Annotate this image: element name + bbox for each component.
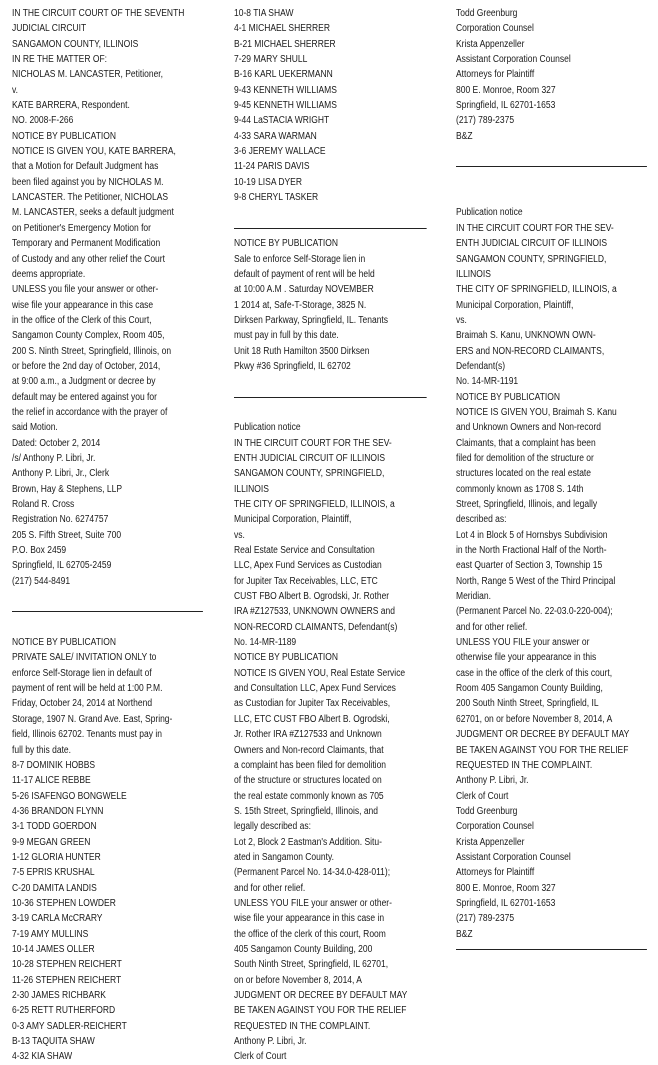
notice-line: or before the 2nd day of October, 2014, <box>12 360 161 372</box>
notice-line: IRA #Z127533, UNKNOWN OWNERS and <box>234 606 395 618</box>
spacer <box>234 205 427 220</box>
notice-line: 1-12 GLORIA HUNTER <box>12 851 101 863</box>
notice-line: 7-19 AMY MULLINS <box>12 928 89 940</box>
notice-line: NOTICE IS GIVEN YOU, Real Estate Service <box>234 667 406 679</box>
notice-line: Assistant Corporation Counsel <box>456 851 571 863</box>
notice-line: 1 2014 at, Safe-T-Storage, 3825 N. <box>234 299 367 311</box>
notice-line: North, Range 5 West of the Third Principal <box>456 575 616 587</box>
notice-line: vs. <box>234 529 245 541</box>
notice-divider <box>456 159 647 174</box>
notice-line: UNLESS you file your answer or other- <box>12 284 159 296</box>
notice-line: Lot 4 in Block 5 of Hornsbys Subdivision <box>456 529 608 541</box>
notice-line: IN RE THE MATTER OF: <box>12 54 108 66</box>
notice-line: vs. <box>456 314 467 326</box>
column-2 <box>234 6 427 1065</box>
notice-line: BE TAKEN AGAINST YOU FOR THE RELIEF <box>456 744 629 756</box>
notice-line: 11-26 STEPHEN REICHERT <box>12 974 122 986</box>
notice-line: 5-26 ISAFENGO BONGWELE <box>12 790 127 802</box>
notice-safe-t-storage <box>234 236 427 374</box>
notice-line: as Custodian for Jupiter Tax Receivables, <box>234 698 391 710</box>
notice-line: 3-1 TODD GOERDON <box>12 821 97 833</box>
notice-line: 8-7 DOMINIK HOBBS <box>12 759 96 771</box>
notice-line: PRIVATE SALE/ INVITATION ONLY to <box>12 652 157 664</box>
notice-line: 4-36 BRANDON FLYNN <box>12 805 104 817</box>
notice-city-vs-kanu <box>456 205 647 942</box>
notice-line: (217) 544-8491 <box>12 575 71 587</box>
notice-line: legally described as: <box>234 821 311 833</box>
notice-line: B&Z <box>456 130 473 142</box>
notice-line: ERS and NON-RECORD CLAIMANTS, <box>456 345 605 357</box>
notice-line: Clerk of Court <box>456 790 509 802</box>
notice-lancaster-barrera <box>12 6 203 589</box>
notice-line: 62701, on or before November 8, 2014, A <box>456 713 613 725</box>
notice-line: wise file your appearance in this case <box>12 299 154 311</box>
notice-line: Clerk of Court <box>234 1051 287 1063</box>
notice-line: Municipal Corporation, Plaintiff, <box>234 514 352 526</box>
notice-line: on or before November 8, 2014, A <box>234 974 362 986</box>
notice-line: UNLESS YOU FILE your answer or <box>456 637 590 649</box>
spacer <box>456 175 647 190</box>
notice-city-vs-real-estate-continued <box>456 6 647 144</box>
notice-line: Krista Appenzeller <box>456 38 525 50</box>
notice-line: at 10:00 A.M . Saturday NOVEMBER <box>234 284 374 296</box>
notice-divider <box>234 221 427 236</box>
notice-line: IN THE CIRCUIT COURT FOR THE SEV- <box>456 222 614 234</box>
notice-line: THE CITY OF SPRINGFIELD, ILLINOIS, a <box>456 284 617 296</box>
notice-line: KATE BARRERA, Respondent. <box>12 100 130 112</box>
notice-line: otherwise file your appearance in this <box>456 652 597 664</box>
notice-line: ENTH JUDICIAL CIRCUIT OF ILLINOIS <box>234 452 386 464</box>
notice-line: P.O. Box 2459 <box>12 545 67 557</box>
notice-line: and for other relief. <box>456 621 528 633</box>
notice-line: Assistant Corporation Counsel <box>456 54 571 66</box>
notice-line: C-20 DAMITA LANDIS <box>12 882 97 894</box>
notice-line: Brown, Hay & Stephens, LLP <box>12 483 122 495</box>
notice-line: Attorneys for Plaintiff <box>456 867 535 879</box>
notice-line: NOTICE BY PUBLICATION <box>456 391 560 403</box>
notice-line: a complaint has been filed for demolition <box>234 759 387 771</box>
notice-line: LLC, ETC CUST FBO Albert B. Ogrodski, <box>234 713 390 725</box>
notice-line: Anthony P. Libri, Jr., Clerk <box>12 468 110 480</box>
notice-line: SANGAMON COUNTY, SPRINGFIELD, <box>456 253 607 265</box>
notice-line: the relief in accordance with the prayer of <box>12 406 168 418</box>
notice-line: Pkwy #36 Springfield, IL 62702 <box>234 360 351 372</box>
notice-line: IN THE CIRCUIT COURT OF THE SEVENTH <box>12 8 185 19</box>
notice-line: LLC, Apex Fund Services as Custodian <box>234 560 382 572</box>
notice-line: 4-33 SARA WARMAN <box>234 130 317 142</box>
notice-line: SANGAMON COUNTY, ILLINOIS <box>12 38 139 50</box>
notice-line: Temporary and Permanent Modification <box>12 238 161 250</box>
notice-line: NOTICE IS GIVEN YOU, Braimah S. Kanu <box>456 406 617 418</box>
notice-line: ILLINOIS <box>456 268 491 280</box>
notice-line: NOTICE BY PUBLICATION <box>234 652 338 664</box>
notice-line: Owners and Non-record Claimants, that <box>234 744 384 756</box>
notice-line: JUDGMENT OR DECREE BY DEFAULT MAY <box>234 990 408 1001</box>
notice-line: /s/ Anthony P. Libri, Jr. <box>12 452 96 464</box>
notice-line: No. 14-MR-1191 <box>456 376 519 388</box>
notice-line: (Permanent Parcel No. 14-34.0-428-011); <box>234 867 391 879</box>
notice-line: the real estate commonly known as 705 <box>234 790 384 802</box>
notice-line: Corporation Counsel <box>456 821 534 833</box>
spacer <box>234 405 427 420</box>
notice-line: 10-28 STEPHEN REICHERT <box>12 959 122 971</box>
notice-line: Street, Springfield, Illinois, and legally <box>456 499 598 510</box>
notice-line: wise file your appearance in this case in <box>234 913 385 925</box>
notice-line: Corporation Counsel <box>456 23 534 35</box>
notice-line: Claimants, that a complaint has been <box>456 437 596 449</box>
notice-line: v. <box>12 84 18 96</box>
notice-line: field, Illinois 62702. Tenants must pay in <box>12 729 162 741</box>
notice-line: Storage, 1907 N. Grand Ave. East, Spring- <box>12 713 173 725</box>
notice-line: 405 Sangamon County Building, 200 <box>234 943 373 955</box>
notice-line: full by this date. <box>12 744 72 756</box>
notice-line: east Quarter of Section 3, Township 15 <box>456 560 603 572</box>
notice-line: 4-32 KIA SHAW <box>12 1051 73 1063</box>
notice-line: Krista Appenzeller <box>456 836 525 848</box>
notice-line: Publication notice <box>456 207 523 219</box>
notice-line: 9-43 KENNETH WILLIAMS <box>234 84 337 96</box>
notice-line: Dirksen Parkway, Springfield, IL. Tenants <box>234 314 389 326</box>
notice-line: described as: <box>456 514 507 526</box>
spacer <box>12 589 203 604</box>
notice-line: 200 South Ninth Street, Springfield, IL <box>456 698 599 710</box>
notice-line: Braimah S. Kanu, UNKNOWN OWN- <box>456 330 596 342</box>
notice-line: REQUESTED IN THE COMPLAINT. <box>234 1020 371 1032</box>
notice-divider <box>456 942 647 957</box>
notice-line: Municipal Corporation, Plaintiff, <box>456 299 574 311</box>
notice-line: S. 15th Street, Springfield, Illinois, and <box>234 805 378 817</box>
notice-line: 800 E. Monroe, Room 327 <box>456 84 556 96</box>
notice-line: Defendant(s) <box>456 360 506 372</box>
notice-divider <box>234 390 427 405</box>
notice-line: Friday, October 24, 2014 at Northend <box>12 698 153 710</box>
notice-line: Attorneys for Plaintiff <box>456 69 535 81</box>
notice-line: 0-3 AMY SADLER-REICHERT <box>12 1020 127 1032</box>
notice-line: Real Estate Service and Consultation <box>234 545 375 557</box>
notice-line: enforce Self-Storage lien in default of <box>12 667 152 679</box>
notice-line: Dated: October 2, 2014 <box>12 437 101 449</box>
notice-line: of Custody and any other relief the Court <box>12 253 165 265</box>
notice-line: ated in Sangamon County. <box>234 851 334 863</box>
spacer <box>456 144 647 159</box>
notice-line: 9-45 KENNETH WILLIAMS <box>234 100 337 112</box>
notice-line: in the office of the Clerk of this Court, <box>12 314 152 326</box>
notice-line: Lot 2, Block 2 Eastman's Addition. Situ- <box>234 836 382 848</box>
notice-line: and Consultation LLC, Apex Fund Services <box>234 683 396 695</box>
notice-line: No. 14-MR-1189 <box>234 637 297 649</box>
notice-line: 10-8 TIA SHAW <box>234 8 294 19</box>
notice-line: CUST FBO Albert B. Ogrodski, Jr. Rother <box>234 591 390 603</box>
notice-line: 7-5 EPRIS KRUSHAL <box>12 867 95 879</box>
notice-line: Anthony P. Libri, Jr. <box>234 1036 307 1048</box>
notice-line: B&Z <box>456 928 473 940</box>
notice-line: 4-1 MICHAEL SHERRER <box>234 23 330 35</box>
notice-line: in the North Fractional Half of the North- <box>456 545 607 557</box>
notice-line: 9-9 MEGAN GREEN <box>12 836 91 848</box>
notice-line: JUDGMENT OR DECREE BY DEFAULT MAY <box>456 729 630 741</box>
notice-line: 11-17 ALICE REBBE <box>12 775 91 787</box>
notice-line: 9-44 LaSTACIA WRIGHT <box>234 115 330 127</box>
notice-line: Jr. Rother IRA #Z127533 and Unknown <box>234 729 382 741</box>
notice-line: 10-14 JAMES OLLER <box>12 943 95 955</box>
notice-line: filed for demolition of the structure or <box>456 452 594 464</box>
notice-line: structures located on the real estate <box>456 468 592 480</box>
notice-line: 3-6 JEREMY WALLACE <box>234 146 326 158</box>
notice-line: Sangamon County Complex, Room 405, <box>12 330 165 342</box>
notice-line: Meridian. <box>456 591 491 603</box>
notice-line: Springfield, IL 62705-2459 <box>12 560 112 572</box>
notice-line: South Ninth Street, Springfield, IL 62701, <box>234 959 389 971</box>
notice-line: ILLINOIS <box>234 483 269 495</box>
notice-line: NO. 2008-F-266 <box>12 115 74 127</box>
notice-line: 3-19 CARLA McCRARY <box>12 913 103 925</box>
notice-line: Roland R. Cross <box>12 499 75 510</box>
notice-line: THE CITY OF SPRINGFIELD, ILLINOIS, a <box>234 499 395 510</box>
notice-line: of the structure or structures located on <box>234 775 382 787</box>
notice-line: must pay in full by this date. <box>234 330 339 342</box>
notice-line: Anthony P. Libri, Jr. <box>456 775 529 787</box>
notice-line: Sale to enforce Self-Storage lien in <box>234 253 366 265</box>
notice-line: M. LANCASTER, seeks a default judgment <box>12 207 174 219</box>
notice-line: 205 S. Fifth Street, Suite 700 <box>12 529 122 541</box>
notice-line: deems appropriate. <box>12 268 86 280</box>
notice-line: the office of the clerk of this court, Room <box>234 928 386 940</box>
notice-line: case in the office of the clerk of this court, <box>456 667 613 679</box>
notice-line: 800 E. Monroe, Room 327 <box>456 882 556 894</box>
notice-line: default of payment of rent will be held <box>234 268 375 280</box>
notice-line: Todd Greenburg <box>456 8 518 19</box>
notice-line: 6-25 RETT RUTHERFORD <box>12 1005 116 1017</box>
notice-line: and Unknown Owners and Non-record <box>456 422 601 434</box>
notice-line: 11-24 PARIS DAVIS <box>234 161 310 173</box>
notice-line: (Permanent Parcel No. 22-03.0-220-004); <box>456 606 613 618</box>
notice-line: for Jupiter Tax Receivables, LLC, ETC <box>234 575 378 587</box>
notice-line: NOTICE BY PUBLICATION <box>234 238 338 250</box>
notice-line: NON-RECORD CLAIMANTS, Defendant(s) <box>234 621 398 633</box>
notice-line: Springfield, IL 62701-1653 <box>456 897 556 909</box>
notice-line: IN THE CIRCUIT COURT FOR THE SEV- <box>234 437 392 449</box>
notice-line: Publication notice <box>234 422 301 434</box>
notice-line: and for other relief. <box>234 882 306 894</box>
notice-line: Registration No. 6274757 <box>12 514 109 526</box>
notice-line: Todd Greenburg <box>456 805 518 817</box>
notice-line: that a Motion for Default Judgment has <box>12 161 159 173</box>
notice-line: BE TAKEN AGAINST YOU FOR THE RELIEF <box>234 1005 407 1017</box>
notice-line: NOTICE BY PUBLICATION <box>12 637 116 649</box>
notice-private-sale-continued <box>234 6 427 205</box>
notice-private-sale-northend <box>12 635 203 1065</box>
notice-line: commonly known as 1708 S. 14th <box>456 483 584 495</box>
notice-line: LANCASTER. The Petitioner, NICHOLAS <box>12 192 169 204</box>
notice-line: payment of rent will be held at 1:00 P.M. <box>12 683 163 695</box>
notice-line: B-21 MICHAEL SHERRER <box>234 38 336 50</box>
notice-line: default may be entered against you for <box>12 391 157 403</box>
notice-line: at 9:00 a.m., a Judgment or decree by <box>12 376 156 388</box>
notice-line: (217) 789-2375 <box>456 913 515 925</box>
spacer <box>234 374 427 389</box>
notice-line: 2-30 JAMES RICHBARK <box>12 990 106 1001</box>
notice-line: B-16 KARL UEKERMANN <box>234 69 333 81</box>
notice-line: REQUESTED IN THE COMPLAINT. <box>456 759 593 771</box>
notice-line: (217) 789-2375 <box>456 115 515 127</box>
notice-divider <box>12 604 203 619</box>
notice-line: SANGAMON COUNTY, SPRINGFIELD, <box>234 468 385 480</box>
notice-city-vs-real-estate-service <box>234 420 427 1064</box>
notice-line: UNLESS YOU FILE your answer or other- <box>234 897 392 909</box>
notice-line: been filed against you by NICHOLAS M. <box>12 176 164 188</box>
notice-line: 7-29 MARY SHULL <box>234 54 308 66</box>
notice-line: JUDICIAL CIRCUIT <box>12 23 87 35</box>
notice-line: NOTICE IS GIVEN YOU, KATE BARRERA, <box>12 146 176 158</box>
spacer <box>12 620 203 635</box>
notice-line: B-13 TAQUITA SHAW <box>12 1036 95 1048</box>
notice-line: said Motion. <box>12 422 58 434</box>
notice-line: 200 S. Ninth Street, Springfield, Illinois, on <box>12 345 172 357</box>
column-1 <box>12 6 203 1065</box>
notice-line: 9-8 CHERYL TASKER <box>234 192 319 204</box>
notice-line: NOTICE BY PUBLICATION <box>12 130 116 142</box>
column-3 <box>456 6 647 957</box>
notice-line: NICHOLAS M. LANCASTER, Petitioner, <box>12 69 164 81</box>
notice-line: Springfield, IL 62701-1653 <box>456 100 556 112</box>
notice-line: Unit 18 Ruth Hamilton 3500 Dirksen <box>234 345 370 357</box>
spacer <box>456 190 647 205</box>
notice-line: on Petitioner's Emergency Motion for <box>12 222 151 234</box>
notice-line: Room 405 Sangamon County Building, <box>456 683 603 695</box>
notice-line: ENTH JUDICIAL CIRCUIT OF ILLINOIS <box>456 238 608 250</box>
notice-line: 10-36 STEPHEN LOWDER <box>12 897 116 909</box>
notice-line: 10-19 LISA DYER <box>234 176 302 188</box>
